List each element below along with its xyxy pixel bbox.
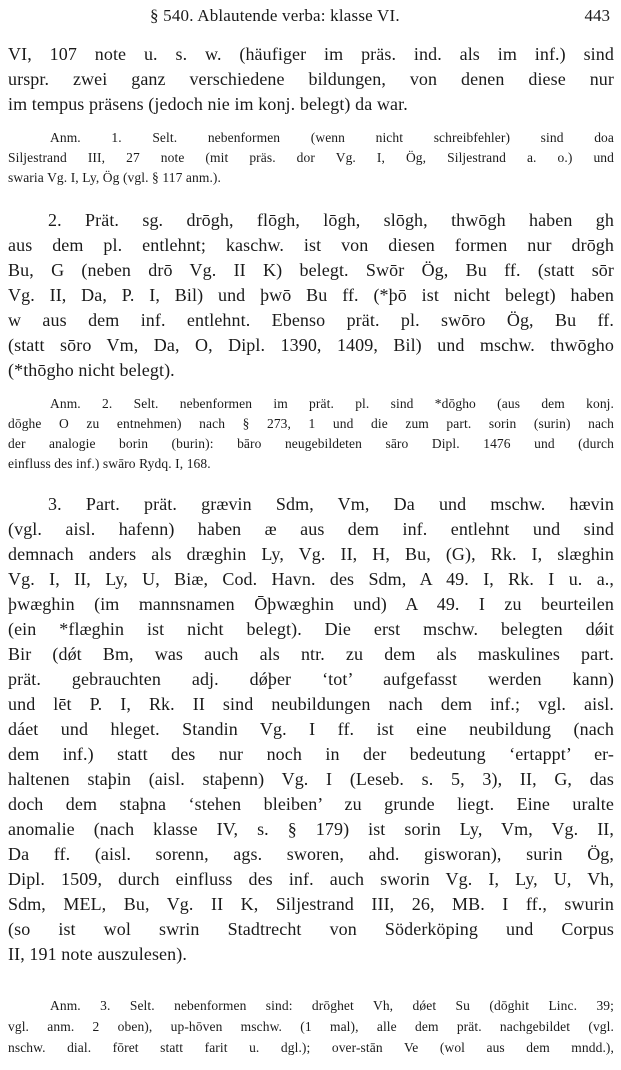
text-line: dem inf.) statt des nur noch in der bedeutung ‘ertappt’ er- [8, 744, 614, 764]
text-line: im tempus präsens (jedoch nie im konj. belegt) da war. [8, 94, 408, 114]
page-number: 443 [584, 6, 610, 25]
text-line: und lēt P. I, Rk. II sind neubildungen nach dem inf.; vgl. aisl. [8, 694, 614, 714]
text-line: 2. Prät. sg. drōgh, flōgh, lōgh, slōgh, thwōgh haben gh [48, 210, 614, 230]
running-header-title: § 540. Ablautende verba: klasse VI. [150, 6, 400, 25]
text-line: Vg. I, II, Ly, U, Biæ, Cod. Havn. des Sdm, A 49. I, Rk. I u. a., [8, 569, 614, 589]
text-line: VI, 107 note u. s. w. (häufiger im präs. ind. als im inf.) sind [8, 44, 614, 64]
text-line: þwæghin (im mannsnamen Ōþwæghin und) A 49. I zu beurteilen [8, 594, 614, 614]
note-line: dōghe O zu entnehmen) nach § 273, 1 und die zum part. sorin (surin) nach [8, 416, 614, 431]
text-line: Da ff. (aisl. sorenn, ags. sworen, ahd. gisworan), surin Ög, [8, 844, 614, 864]
text-line: Sdm, MEL, Bu, Vg. II K, Siljestrand III, 26, MB. I ff., swurin [8, 894, 614, 914]
text-line: Dipl. 1509, durch einfluss des inf. auch sworin Vg. I, Ly, U, Vh, [8, 869, 614, 889]
text-line: Bir (dǿt Bm, was auch als ntr. zu dem als maskulines part. [8, 644, 614, 664]
text-line: doch dem staþna ‘stehen bleiben’ zu grunde liegt. Eine uralte [8, 794, 614, 814]
text-line: (vgl. aisl. hafenn) haben æ aus dem inf. entlehnt und sind [8, 519, 614, 539]
note-line: Anm. 1. Selt. nebenformen (wenn nicht schreibfehler) sind doa [50, 130, 614, 145]
note-line: nschw. dial. fōret statt farit u. dgl.); over-stān Ve (wol aus dem mndd.), [8, 1040, 614, 1055]
note-line: Anm. 2. Selt. nebenformen im prät. pl. sind *dōgho (aus dem konj. [50, 396, 614, 411]
text-line: prät. gebrauchten adj. dǿþer ‘tot’ aufgefasst werden kann) [8, 669, 614, 689]
text-line: (statt sōro Vm, Da, O, Dipl. 1390, 1409, Bil) und mschw. thwōgho [8, 335, 614, 355]
note-line: der analogie borin (burin): bāro neugebildeten sāro Dipl. 1476 und (durch [8, 436, 614, 451]
note-line: einfluss des inf.) swāro Rydq. I, 168. [8, 456, 211, 471]
text-line: II, 191 note auszulesen). [8, 944, 187, 964]
note-line: vgl. anm. 2 oben), up-hōven mschw. (1 mal), alle dem prät. nachgebildet (vgl. [8, 1019, 614, 1034]
text-line: (*thōgho nicht belegt). [8, 360, 175, 380]
note-line: swaria Vg. I, Ly, Ög (vgl. § 117 anm.). [8, 170, 221, 185]
text-line: Bu, G (neben drō Vg. II K) belegt. Swōr Ög, Bu ff. (statt sōr [8, 260, 614, 280]
text-line: (ein *flæghin ist nicht belegt). Die erst mschw. belegten dǿit [8, 619, 614, 639]
text-line: dáet und hleget. Standin Vg. I ff. ist eine neubildung (nach [8, 719, 614, 739]
text-line: (so ist wol swrin Stadtrecht von Söderköping und Corpus [8, 919, 614, 939]
text-line: aus dem pl. entlehnt; kaschw. ist von diesen formen nur drōgh [8, 235, 614, 255]
text-line: w aus dem inf. entlehnt. Ebenso prät. pl. swōro Ög, Bu ff. [8, 310, 614, 330]
running-header [10, 4, 610, 32]
text-line: 3. Part. prät. grævin Sdm, Vm, Da und mschw. hævin [48, 494, 614, 514]
text-line: urspr. zwei ganz verschiedene bildungen, von denen diese nur [8, 69, 614, 89]
text-line: anomalie (nach klasse IV, s. § 179) ist sorin Ly, Vm, Vg. II, [8, 819, 614, 839]
text-line: Vg. II, Da, P. I, Bil) und þwō Bu ff. (*þō ist nicht belegt) haben [8, 285, 614, 305]
text-line: haltenen staþin (aisl. staþenn) Vg. I (Leseb. s. 5, 3), II, G, das [8, 769, 614, 789]
note-line: Siljestrand III, 27 note (mit präs. dor Vg. I, Ög, Siljestrand a. o.) und [8, 150, 614, 165]
text-line: demnach anders als dræghin Ly, Vg. II, H, Bu, (G), Rk. I, slæghin [8, 544, 614, 564]
note-line: Anm. 3. Selt. nebenformen sind: drōghet Vh, dǿet Su (dōghit Linc. 39; [50, 998, 614, 1013]
